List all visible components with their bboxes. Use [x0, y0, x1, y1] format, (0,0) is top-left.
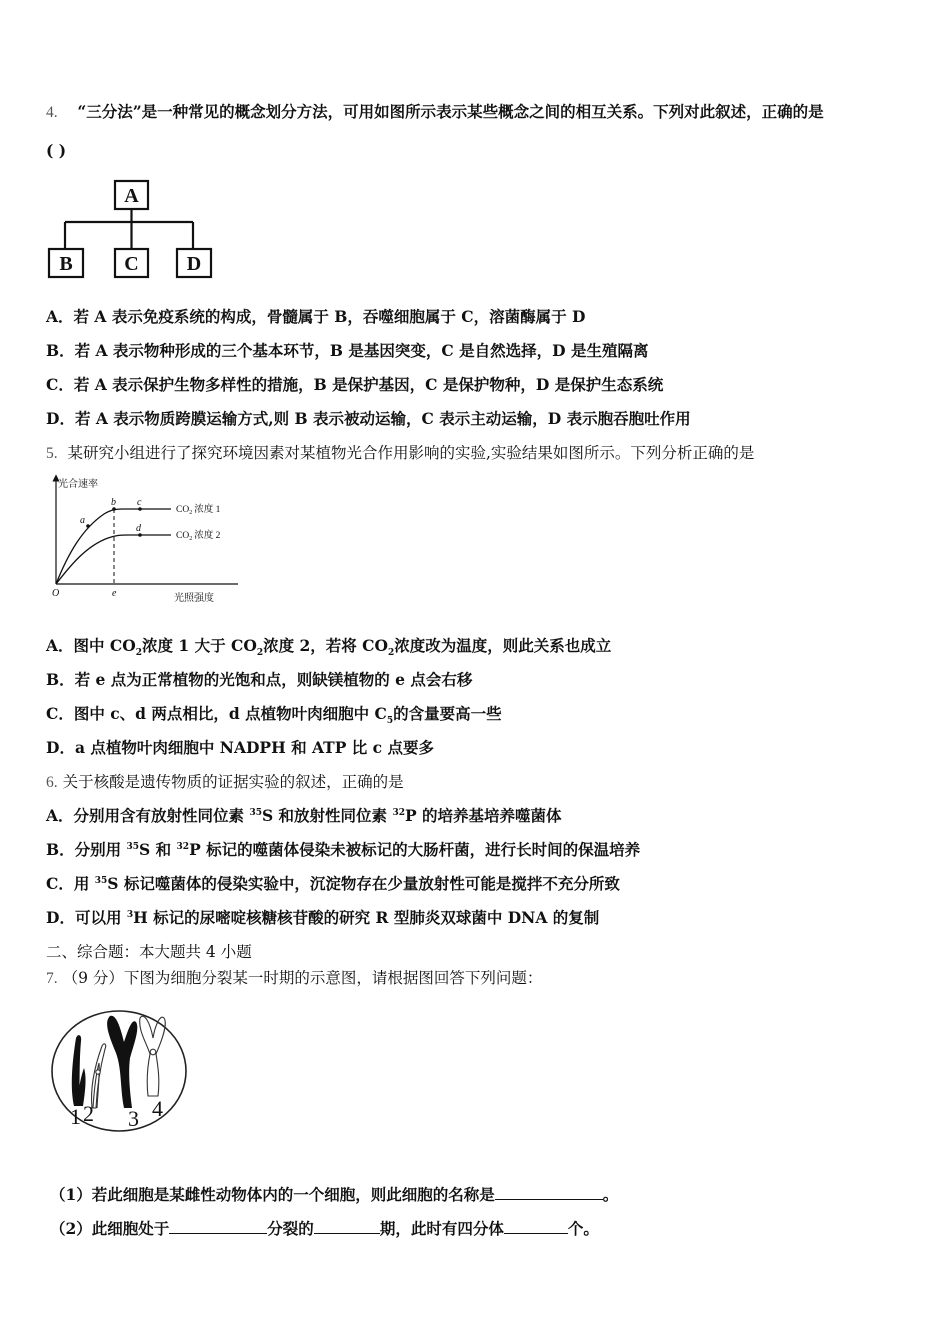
chromosome-3	[107, 1016, 137, 1108]
chromosome-1	[72, 1035, 86, 1106]
q5-stem-text: 某研究小组进行了探究环境因素对某植物光合作用影响的实验,实验结果如图所示。下列分析正确的是	[67, 444, 755, 462]
label-d: d	[136, 523, 141, 534]
q7-stem	[46, 968, 542, 989]
node-b: B	[59, 253, 73, 275]
origin-label: O	[52, 588, 60, 599]
q7-stem-text: （9 分）下图为细胞分裂某一时期的示意图，请根据图回答下列问题：	[62, 969, 543, 987]
legend-series-2	[176, 529, 221, 542]
chromosome-4	[140, 1016, 166, 1096]
point-a	[86, 524, 90, 528]
q4-paren: ( )	[46, 141, 67, 160]
legend-1-sub: 2	[189, 510, 193, 516]
x-marker-e: e	[112, 588, 117, 599]
photosynthesis-chart	[46, 474, 246, 609]
q6-stem-text: 关于核酸是遗传物质的证据实验的叙述，正确的是	[62, 773, 404, 791]
q4-option-d: D．若 A 表示物质跨膜运输方式,则 B 表示被动运输，C 表示主动运输，D 表示胞吞胞吐作用	[46, 409, 691, 428]
q4-option-c: C．若 A 表示保护生物多样性的措施，B 是保护基因，C 是保护物种，D 是保护生态系统	[46, 375, 664, 394]
x-axis-label: 光照强度	[174, 593, 214, 604]
legend-2-prefix: CO	[176, 531, 190, 541]
q6-option-a: A．分别用含有放射性同位素 $^{35}$S 和放射性同位素 $^{32}$P 的培养基培养噬菌体	[46, 806, 562, 825]
legend-1-prefix: CO	[176, 505, 190, 515]
section-2-title: 二、综合题：本大题共 4 小题	[46, 943, 252, 961]
cell-division-diagram	[50, 1008, 190, 1138]
legend-2-text: 浓度 2	[194, 531, 221, 541]
chromosome-label-4: 4	[152, 1096, 163, 1121]
node-c: C	[124, 253, 139, 275]
chromosome-label-1: 1	[70, 1104, 81, 1129]
q5-option-b: B．若 e 点为正常植物的光饱和点，则缺镁植物的 e 点会右移	[46, 670, 473, 689]
legend-1-text: 浓度 1	[194, 505, 221, 515]
q6-option-d: D．可以用 $^3$H 标记的尿嘧啶核糖核苷酸的研究 R 型肺炎双球菌中 DNA 的复制	[46, 908, 600, 927]
q4-stem	[46, 102, 824, 123]
q7-number: 7.	[46, 970, 58, 987]
label-b: b	[111, 497, 116, 508]
q4-number: 4.	[46, 104, 58, 121]
q5-option-c: C．图中 c、d 两点相比，d 点植物叶肉细胞中 $C_5$的含量要高一些	[46, 704, 502, 727]
tree-diagram	[46, 178, 216, 282]
q4-option-a: A．若 A 表示免疫系统的构成，骨髓属于 B，吞噬细胞属于 C，溶菌酶属于 D	[46, 307, 586, 326]
q7-sub2: （2）此细胞处于 分裂的 期，此时有四分体 个。	[50, 1219, 599, 1238]
chromosome-label-2: 2	[83, 1101, 94, 1126]
answer-blank-4[interactable]	[504, 1219, 568, 1234]
q6-stem	[46, 772, 404, 793]
q6-option-b: B．分别用 $^{35}$S 和 $^{32}$P 标记的噬菌体侵染未被标记的大肠杆菌，进行长时间的保温培养	[46, 840, 641, 859]
answer-blank-3[interactable]	[314, 1219, 380, 1234]
q5-stem	[46, 443, 754, 464]
node-a: A	[124, 185, 139, 207]
label-c: c	[137, 497, 142, 508]
q6-number: 6.	[46, 774, 58, 791]
label-a: a	[80, 515, 85, 526]
answer-blank-1[interactable]	[495, 1185, 603, 1200]
q6-option-c: C．用 $^{35}$S 标记噬菌体的侵染实验中，沉淀物存在少量放射性可能是搅拌不充分所致	[46, 874, 620, 893]
q5-number: 5.	[46, 445, 58, 462]
q4-option-b: B．若 A 表示物种形成的三个基本环节，B 是基因突变，C 是自然选择，D 是生殖隔离	[46, 341, 649, 360]
q5-option-a: A．图中 $CO_2$浓度 1 大于 $CO_2$浓度 2，若将 $CO_2$浓度改为温度，则此关系也成立	[46, 636, 612, 659]
chromosome-label-3: 3	[128, 1106, 139, 1131]
q5-option-d: D．a 点植物叶肉细胞中 NADPH 和 ATP 比 c 点要多	[46, 738, 435, 757]
y-axis-label: 光合速率	[58, 479, 98, 490]
q4-stem-text: “三分法”是一种常见的概念划分方法，可用如图所示表示某些概念之间的相互关系。下列对此叙述，正确的是	[77, 102, 824, 121]
legend-2-sub: 2	[189, 536, 193, 542]
node-d: D	[186, 253, 202, 275]
q7-sub1: （1）若此细胞是某雌性动物体内的一个细胞，则此细胞的名称是 。	[50, 1185, 619, 1204]
answer-blank-2[interactable]	[169, 1219, 267, 1234]
legend-series-1	[176, 503, 221, 516]
chromosome-2	[91, 1044, 105, 1108]
